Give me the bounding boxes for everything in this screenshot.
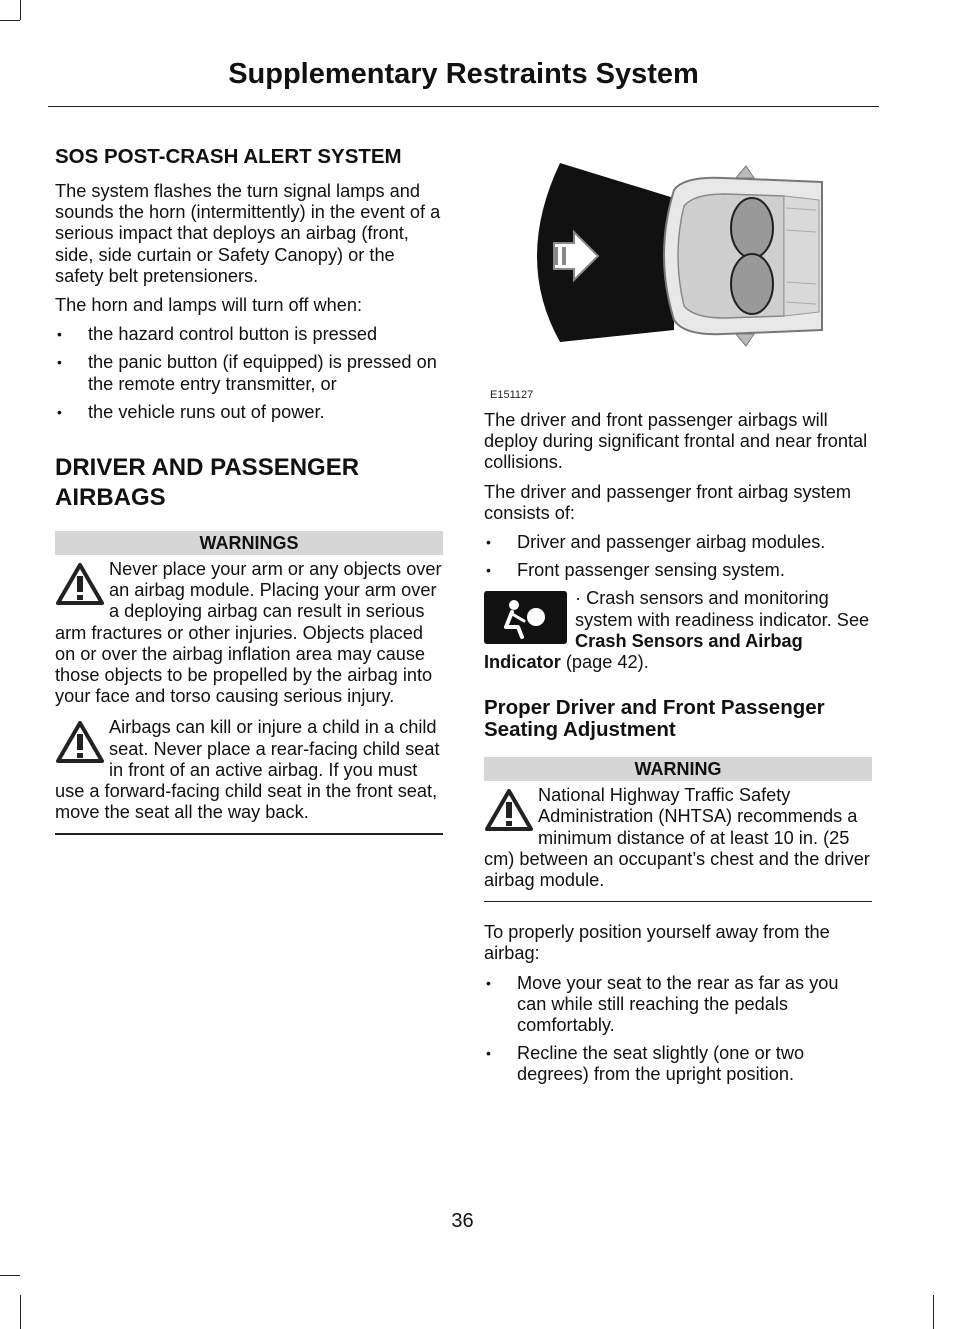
sos-paragraph: The system flashes the turn signal lamps and sounds the horn (intermittently) in the event of a serious impact that deploys an airbag (front, side, side curtain or Safety Canopy) or the safety belt pretensioners. xyxy=(55,181,441,286)
seating-heading: Proper Driver and Front Passenger Seating Adjustment xyxy=(484,696,825,742)
crash-sensors-link[interactable]: Crash Sensors and Airbag Indicator xyxy=(484,630,803,673)
crash-sensor-paragraph: · Crash sensors and monitoring system with readiness indicator. See Crash Sensors and Airbag Indicator (page 42). xyxy=(484,588,870,673)
sos-bullet-list xyxy=(55,324,443,423)
airbags-heading: DRIVER AND PASSENGER AIRBAGS xyxy=(55,454,360,512)
figure-code: E151127 xyxy=(490,389,534,401)
list-item: • the vehicle runs out of power. xyxy=(57,401,325,422)
list-item: • the hazard control button is pressed xyxy=(57,324,378,345)
warning-triangle-icon xyxy=(484,787,534,833)
list-item: • Move your seat to the rear as far as you can while still reaching the pedals comfortably. xyxy=(486,972,839,1036)
warning-triangle-icon xyxy=(55,561,105,607)
sos-heading: SOS POST-CRASH ALERT SYSTEM xyxy=(55,145,402,168)
sos-turn-off-intro: The horn and lamps will turn off when: xyxy=(55,295,362,316)
warnings-banner: WARNINGS xyxy=(55,531,443,555)
crop-mark-top-left xyxy=(20,0,21,20)
airbag-deployment-figure xyxy=(484,150,872,405)
system-consists-intro: The driver and passenger front airbag system consists of: xyxy=(484,481,851,523)
crop-mark-top-left-h xyxy=(0,20,20,21)
crop-mark-bottom-right xyxy=(933,1295,934,1329)
warning-child-seat: Airbags can kill or injure a child in a child seat. Never place a rear-facing child seat in front of an active airbag. If you must use a forward-facing child seat in the front seat, move the seat all the way back. xyxy=(55,717,440,823)
airbag-system-list xyxy=(484,532,872,581)
car-airbag-illustration xyxy=(484,150,872,385)
warning-triangle-icon xyxy=(55,719,105,765)
page-number: 36 xyxy=(451,1210,474,1232)
right-column xyxy=(484,150,872,1093)
crop-mark-bottom-left-h xyxy=(0,1275,20,1276)
page-title: Supplementary Restraints System xyxy=(228,58,699,90)
list-item: • the panic button (if equipped) is pressed on the remote entry transmitter, or xyxy=(57,352,437,394)
crop-mark-bottom-left xyxy=(20,1295,21,1329)
position-intro: To properly position yourself away from the airbag: xyxy=(484,922,830,964)
seating-bullet-list xyxy=(484,973,872,1086)
airbag-indicator-icon xyxy=(484,591,567,644)
list-item: • Driver and passenger airbag modules. xyxy=(486,532,826,553)
warning-end-rule xyxy=(484,901,872,902)
left-column xyxy=(55,146,443,835)
warning-end-rule xyxy=(55,833,443,835)
warning-arm-over-airbag: Never place your arm or any objects over an airbag module. Placing your arm over a deploying airbag can result in serious arm fractures or other injuries. Objects placed on or over the airbag inflation area may cause those objects to be propelled by the airbag into your face and torso causing serious injury. xyxy=(55,559,442,707)
warning-banner: WARNING xyxy=(484,757,872,781)
list-item: • Recline the seat slightly (one or two degrees) from the upright position. xyxy=(486,1043,805,1085)
list-item: • Front passenger sensing system. xyxy=(486,560,785,581)
deploy-paragraph: The driver and front passenger airbags will deploy during significant frontal and near frontal collisions. xyxy=(484,410,868,473)
header-divider xyxy=(48,106,879,107)
warning-nhtsa-distance: National Highway Traffic Safety Administration (NHTSA) recommends a minimum distance of at least 10 in. (25 cm) between an occupant’s chest and the driver airbag module. xyxy=(484,785,870,891)
